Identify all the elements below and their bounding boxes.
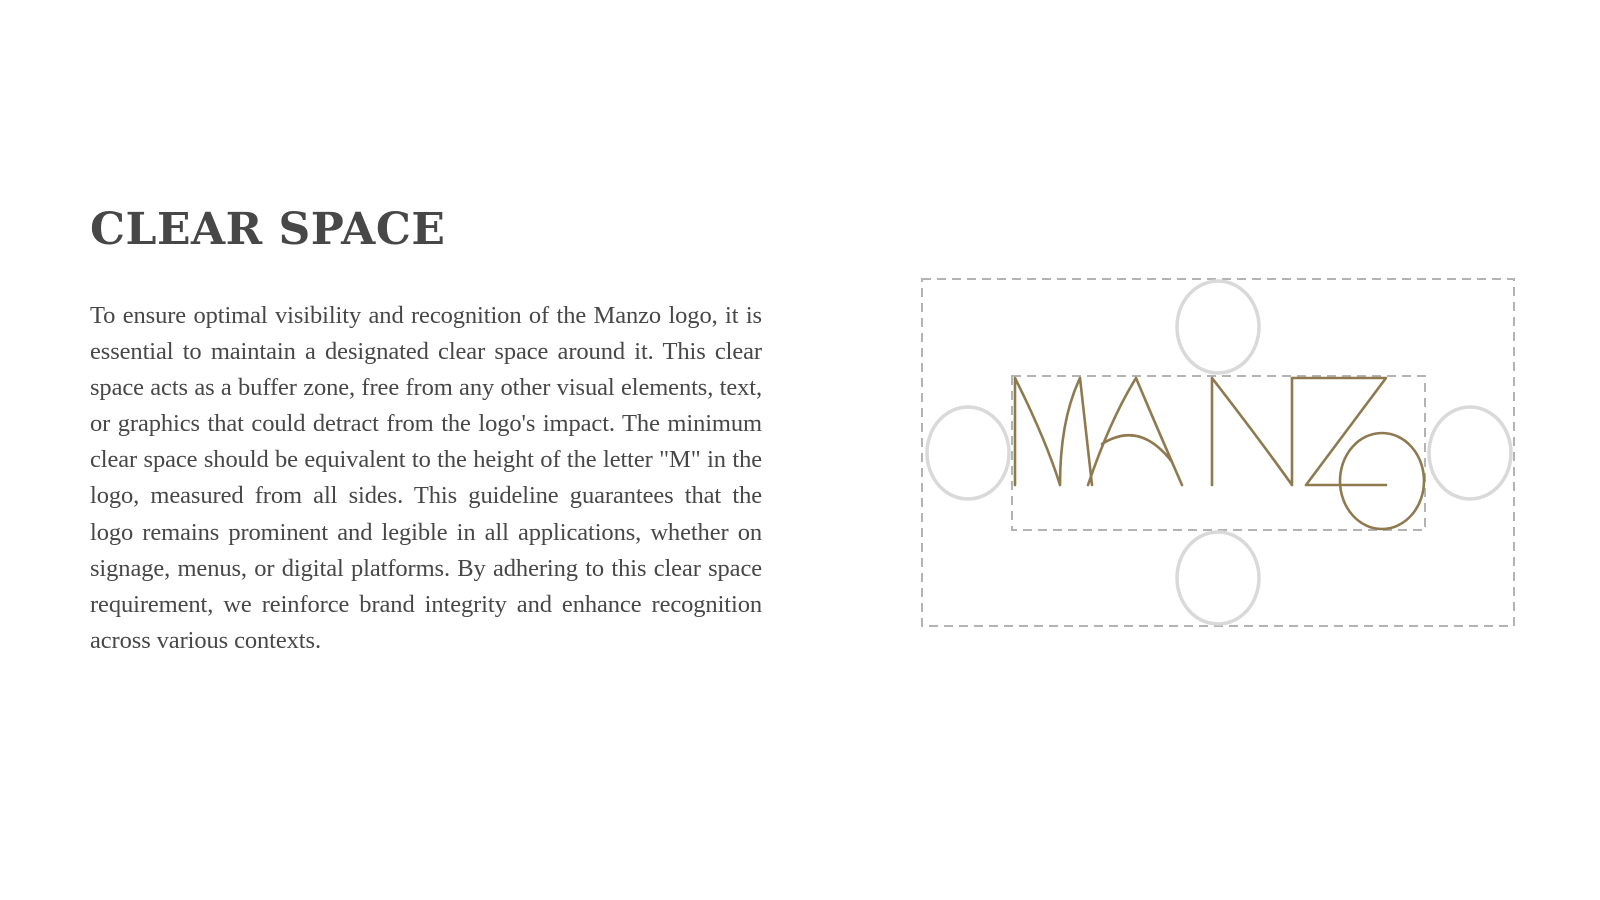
guide-circle-left	[927, 407, 1009, 499]
logo-bounding-box	[1012, 376, 1425, 530]
guide-circle-right	[1429, 407, 1511, 499]
logo-letter-m	[1015, 378, 1092, 485]
guide-circle-top	[1177, 281, 1259, 373]
logo-letter-z	[1292, 378, 1386, 485]
logo-letter-o	[1340, 433, 1424, 529]
page-title: CLEAR SPACE	[90, 204, 446, 255]
manzo-logo	[1015, 378, 1424, 529]
logo-letter-a	[1088, 378, 1182, 485]
outer-clear-space-border	[922, 279, 1514, 626]
clear-space-description: To ensure optimal visibility and recognition of the Manzo logo, it is essential to maintain a designated clear space around it. This clear space acts as a buffer zone, free from any other visual elements, text, or graphics that could detract from the logo's impact. The minimum clear space should be equivalent to the height of the letter "M" in the logo, measured from all sides. This guideline guarantees that the logo remains prominent and legible in all applications, whether on signage, menus, or digital platforms. By adhering to this clear space requirement, we reinforce brand integrity and enhance recognition across various contexts.	[90, 302, 762, 654]
guide-circle-bottom	[1177, 532, 1259, 624]
logo-letter-n	[1212, 378, 1292, 485]
